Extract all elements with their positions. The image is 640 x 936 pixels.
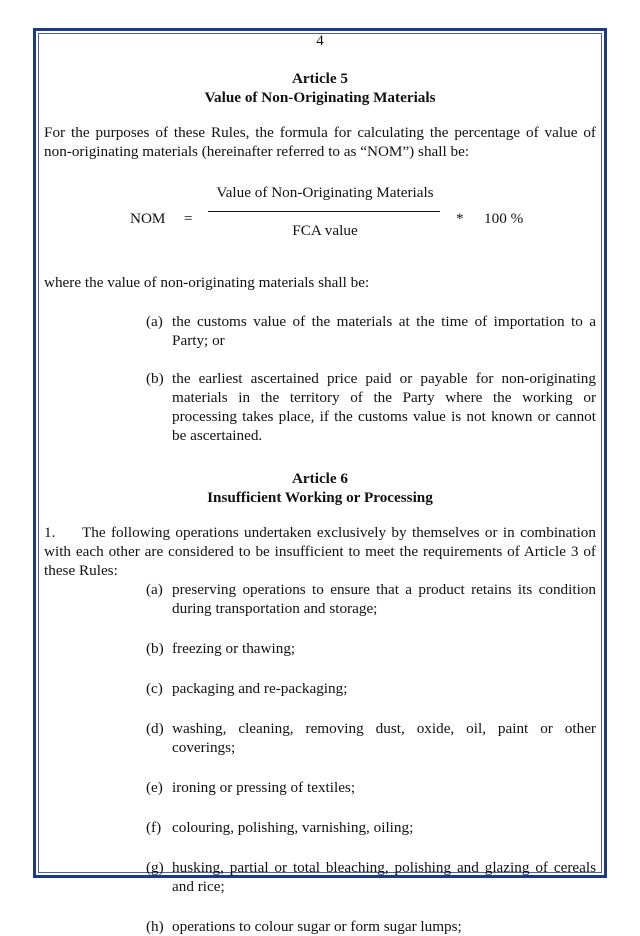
list-item	[44, 312, 596, 350]
list-item-text: colouring, polishing, varnishing, oiling;	[172, 819, 414, 836]
article-6-heading	[44, 469, 596, 507]
list-item-mark: (h)	[146, 918, 164, 935]
formula-equals: =	[184, 210, 193, 227]
list-item-mark: (g)	[146, 859, 164, 876]
article-5-where: where the value of non-originating materials shall be:	[44, 274, 370, 291]
list-item-text: the customs value of the materials at the time of importation to a Party; or	[172, 313, 596, 349]
list-item-mark: (e)	[146, 779, 163, 796]
list-item-mark: (b)	[146, 640, 164, 657]
list-item-text: ironing or pressing of textiles;	[172, 779, 356, 796]
formula-lhs: NOM	[130, 210, 166, 227]
article-6-title: Article 6	[291, 470, 349, 487]
list-item	[44, 580, 596, 618]
article-5-intro: For the purposes of these Rules, the formula for calculating the percentage of value of non-originating materials (hereinafter referred to as “NOM”) shall be:	[44, 124, 596, 160]
list-item	[44, 369, 596, 445]
list-item-mark: (a)	[146, 313, 163, 330]
list-item-text: preserving operations to ensure that a product retains its condition during transportation and storage;	[172, 581, 596, 617]
formula-fraction-bar	[208, 211, 440, 212]
page-number: 4	[316, 33, 324, 49]
list-item-text: the earliest ascertained price paid or payable for non-originating materials in the territory of the Party where the working or processing takes place, if the customs value is not known or cannot be ascertained.	[172, 370, 596, 444]
list-item	[44, 917, 596, 936]
list-item-text: washing, cleaning, removing dust, oxide, oil, paint or other coverings;	[172, 720, 596, 756]
list-item-mark: (b)	[146, 370, 164, 387]
list-item-mark: (d)	[146, 720, 164, 737]
article-5-subtitle: Value of Non-Originating Materials	[204, 89, 436, 106]
article-6-paragraph-1: 1. The following operations undertaken exclusively by themselves or in combination with each other are considered to be insufficient to meet the requirements of Article 3 of these Rules:	[44, 524, 600, 579]
list-item-mark: (f)	[146, 819, 162, 836]
list-item	[44, 778, 596, 797]
list-item-text: husking, partial or total bleaching, polishing and glazing of cereals and rice;	[172, 859, 596, 895]
list-item	[44, 858, 596, 896]
formula-multiply: *	[456, 210, 464, 227]
article-5-heading	[44, 69, 596, 107]
list-item	[44, 818, 596, 837]
formula-denominator: FCA value	[292, 222, 358, 239]
list-item-text: operations to colour sugar or form sugar lumps;	[172, 918, 462, 935]
article-5-list	[44, 312, 596, 445]
document-page	[44, 32, 600, 936]
list-item-mark: (c)	[146, 680, 163, 697]
list-item-mark: (a)	[146, 581, 163, 598]
nom-formula	[44, 179, 596, 257]
list-item	[44, 679, 596, 698]
formula-numerator: Value of Non-Originating Materials	[216, 184, 434, 201]
list-item-text: packaging and re-packaging;	[172, 680, 348, 697]
article-5-title: Article 5	[291, 70, 349, 87]
list-item-text: freezing or thawing;	[172, 640, 296, 657]
formula-percent: 100 %	[484, 210, 524, 227]
article-6-subtitle: Insufficient Working or Processing	[207, 489, 433, 506]
article-6-list	[44, 580, 596, 936]
list-item	[44, 639, 596, 658]
list-item	[44, 719, 596, 757]
